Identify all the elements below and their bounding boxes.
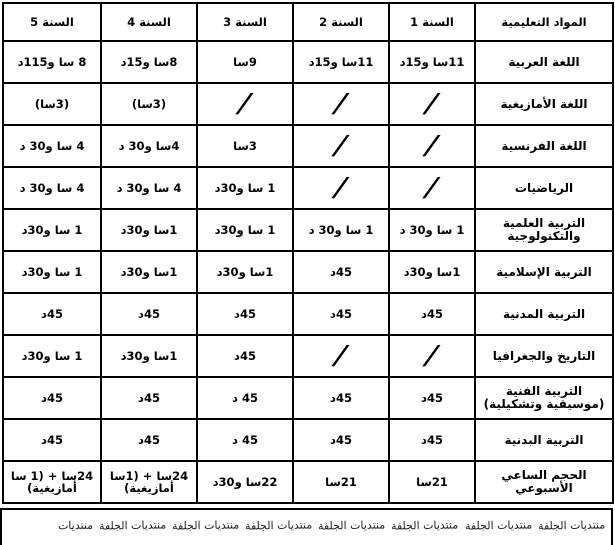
hours-cell — [197, 167, 293, 209]
hours-cell — [293, 419, 389, 461]
header-year-1: السنة 1 — [389, 3, 475, 41]
hours-value: 1سا و30د — [120, 222, 178, 237]
watermark-fragment: منتديات الجلفة — [318, 518, 386, 533]
timetable — [2, 2, 614, 504]
hours-value: 45د — [138, 432, 160, 447]
hours-value: 45د — [421, 432, 443, 447]
subject-cell: التربية الإسلامية — [475, 251, 613, 293]
subject-cell: التربية المدنية — [475, 293, 613, 335]
hours-value: 1سا و30د — [403, 264, 461, 279]
table-body — [3, 41, 613, 503]
hours-cell — [3, 209, 101, 251]
watermark-fragment: منتديات الجلفة — [391, 518, 459, 533]
subject-cell: الرياضيات — [475, 167, 613, 209]
hours-cell — [389, 209, 475, 251]
hours-cell — [101, 125, 197, 167]
hours-cell — [197, 377, 293, 419]
hours-cell — [197, 335, 293, 377]
hours-value: 1 سا و30 د — [308, 222, 374, 237]
table-row — [3, 251, 613, 293]
hours-value: 45د — [330, 390, 352, 405]
hours-value: 4 سا و30 د — [19, 138, 85, 153]
hours-value: (3سا) — [131, 96, 167, 111]
hours-cell — [3, 125, 101, 167]
hours-value: 45د — [421, 390, 443, 405]
hours-cell — [101, 419, 197, 461]
watermark-fragment: منتديات الجلفة — [98, 518, 166, 533]
subject-cell: اللغة الأمازيغية — [475, 83, 613, 125]
header-year-5: السنة 5 — [3, 3, 101, 41]
not-applicable-mark: / — [424, 131, 440, 161]
subject-cell: اللغة العربية — [475, 41, 613, 83]
hours-cell — [197, 209, 293, 251]
subject-cell: التربية البدنية — [475, 419, 613, 461]
hours-cell — [101, 41, 197, 83]
header-year-4: السنة 4 — [101, 3, 197, 41]
watermark-fragment: منتديات — [57, 518, 93, 533]
subject-cell: التربية العلمية والتكنولوجية — [475, 209, 613, 251]
hours-value: 45 د — [232, 390, 258, 405]
watermark-fragment: منتديات الجلفة — [171, 518, 240, 533]
header-year-2: السنة 2 — [293, 3, 389, 41]
hours-cell — [197, 125, 293, 167]
hours-cell — [389, 83, 475, 125]
hours-value: 45د — [41, 432, 63, 447]
hours-cell — [293, 41, 389, 83]
table-row — [3, 125, 613, 167]
hours-value: 45د — [41, 390, 63, 405]
subject-cell: اللغة الفرنسية — [475, 125, 613, 167]
hours-cell — [101, 335, 197, 377]
hours-value: 1سا و30د — [120, 264, 178, 279]
table-row — [3, 209, 613, 251]
table-row — [3, 83, 613, 125]
hours-value: 24سا + (1 سا أمازيغية) — [10, 468, 94, 495]
hours-value: 9سا — [233, 54, 257, 69]
hours-cell — [197, 83, 293, 125]
hours-cell — [101, 209, 197, 251]
hours-value: 24سا + (1سا أمازيغية) — [109, 468, 189, 495]
subject-cell: التاريخ والجغرافيا — [475, 335, 613, 377]
hours-value: 22سا و30د — [212, 474, 278, 489]
hours-cell — [389, 419, 475, 461]
hours-cell — [293, 125, 389, 167]
hours-cell — [101, 377, 197, 419]
hours-cell — [389, 377, 475, 419]
hours-cell — [293, 335, 389, 377]
hours-value: 21سا — [325, 474, 357, 489]
watermark-fragment: منتديات الجلفة — [244, 518, 313, 533]
not-applicable-mark: / — [333, 89, 349, 119]
hours-cell — [3, 461, 101, 503]
table-row — [3, 41, 613, 83]
not-applicable-mark: / — [333, 131, 349, 161]
hours-value: 45 د — [232, 432, 258, 447]
hours-cell — [3, 419, 101, 461]
hours-cell — [101, 167, 197, 209]
hours-value: 1 سا و30د — [21, 264, 83, 279]
hours-value: 11سا و15د — [399, 54, 465, 69]
not-applicable-mark: / — [424, 173, 440, 203]
hours-cell — [197, 251, 293, 293]
hours-cell — [293, 209, 389, 251]
hours-cell — [293, 167, 389, 209]
hours-cell — [389, 251, 475, 293]
not-applicable-mark: / — [424, 89, 440, 119]
hours-cell — [389, 293, 475, 335]
hours-cell — [101, 293, 197, 335]
hours-value: 4 سا و30 د — [19, 180, 85, 195]
hours-cell — [101, 461, 197, 503]
hours-cell — [389, 125, 475, 167]
hours-value: 3سا — [233, 138, 257, 153]
table-row — [3, 167, 613, 209]
hours-cell — [3, 377, 101, 419]
hours-value: 45د — [330, 432, 352, 447]
hours-value: (3سا) — [34, 96, 70, 111]
hours-cell — [293, 83, 389, 125]
hours-value: 8سا و15د — [120, 54, 178, 69]
hours-value: 1 سا و30د — [21, 348, 83, 363]
footer-watermark — [0, 508, 613, 545]
hours-value: 45د — [41, 306, 63, 321]
hours-value: 45د — [234, 348, 256, 363]
hours-value: 1 سا و30د — [214, 222, 276, 237]
not-applicable-mark: / — [424, 341, 440, 371]
hours-value: 45د — [138, 306, 160, 321]
table-row — [3, 419, 613, 461]
hours-value: 45د — [330, 306, 352, 321]
hours-cell — [197, 41, 293, 83]
hours-value: 45د — [138, 390, 160, 405]
hours-cell — [293, 377, 389, 419]
table-row — [3, 293, 613, 335]
hours-cell — [101, 251, 197, 293]
watermark-fragment: منتديات الجلفة — [464, 518, 532, 533]
header-year-3: السنة 3 — [197, 3, 293, 41]
hours-value: 45د — [234, 306, 256, 321]
hours-value: 1سا و30د — [216, 264, 274, 279]
hours-cell — [101, 83, 197, 125]
subject-cell: الحجم الساعي الأسبوعي — [475, 461, 613, 503]
hours-value: 45د — [330, 264, 352, 279]
hours-cell — [389, 41, 475, 83]
hours-cell — [389, 335, 475, 377]
hours-cell — [389, 461, 475, 503]
hours-cell — [197, 461, 293, 503]
hours-cell — [3, 293, 101, 335]
not-applicable-mark: / — [237, 89, 253, 119]
hours-cell — [3, 41, 101, 83]
hours-cell — [3, 335, 101, 377]
watermark-text — [52, 519, 605, 532]
not-applicable-mark: / — [333, 341, 349, 371]
watermark-fragment: منتديات الجلفة — [537, 518, 606, 533]
subject-cell: التربية الفنية (موسيقية وتشكيلية) — [475, 377, 613, 419]
hours-cell — [197, 293, 293, 335]
hours-value: 11سا و15د — [308, 54, 374, 69]
hours-value: 21سا — [416, 474, 448, 489]
hours-cell — [293, 461, 389, 503]
hours-cell — [389, 167, 475, 209]
hours-value: 45د — [421, 306, 443, 321]
hours-cell — [197, 419, 293, 461]
hours-cell — [3, 83, 101, 125]
hours-value: 1سا و30د — [120, 348, 178, 363]
header-subjects: المواد التعليمية — [475, 3, 613, 41]
table-row — [3, 461, 613, 503]
not-applicable-mark: / — [333, 173, 349, 203]
hours-value: 4 سا و30 د — [116, 180, 182, 195]
hours-cell — [293, 251, 389, 293]
hours-cell — [3, 167, 101, 209]
header-row — [3, 3, 613, 41]
hours-value: 1 سا و30 د — [399, 222, 465, 237]
hours-value: 4سا و30 د — [118, 138, 180, 153]
hours-cell — [293, 293, 389, 335]
hours-value: 8 سا و115د — [17, 54, 87, 69]
hours-cell — [3, 251, 101, 293]
table-row — [3, 377, 613, 419]
hours-value: 1 سا و30د — [214, 180, 276, 195]
table-row — [3, 335, 613, 377]
hours-value: 1 سا و30د — [21, 222, 83, 237]
